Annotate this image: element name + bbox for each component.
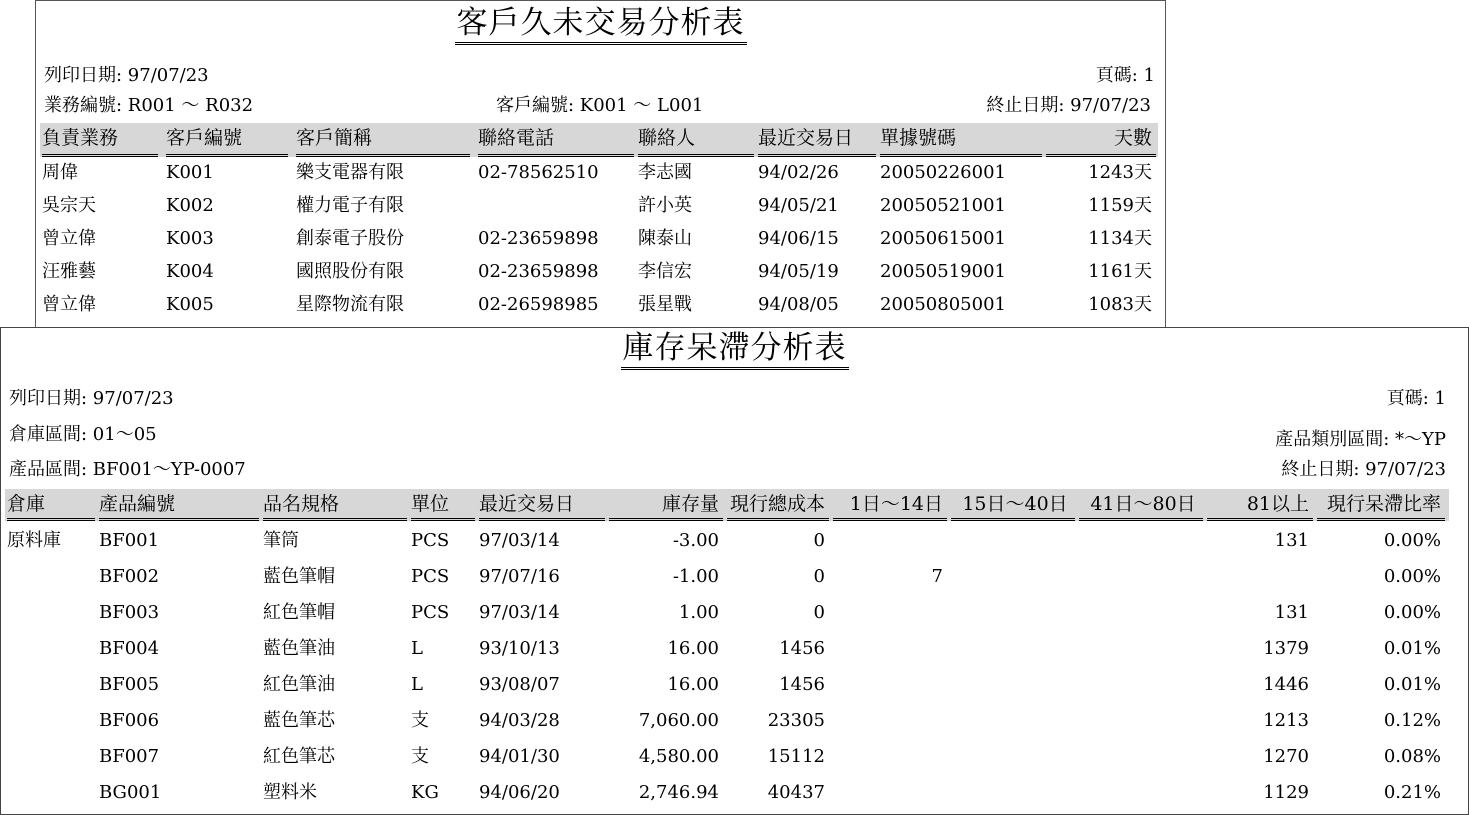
table-cell: BG001 bbox=[99, 782, 162, 803]
table-cell: 吳宗天 bbox=[42, 195, 96, 216]
table-cell: 1083天 bbox=[1088, 294, 1152, 315]
table-cell: 94/05/21 bbox=[758, 195, 839, 216]
table-cell: 20050519001 bbox=[880, 261, 1006, 282]
table-cell: PCS bbox=[411, 530, 450, 551]
table-cell: 原料庫 bbox=[7, 530, 61, 551]
column-header: 1日～14日 bbox=[833, 489, 951, 521]
table-cell: 塑料米 bbox=[263, 782, 317, 803]
column-header: 客戶簡稱 bbox=[296, 123, 474, 157]
table-cell: 1.00 bbox=[678, 602, 719, 623]
table-cell: 93/08/07 bbox=[479, 674, 560, 695]
table-cell: 紅色筆芯 bbox=[263, 746, 335, 767]
table-cell: 93/10/13 bbox=[479, 638, 560, 659]
sales-range: 業務編號: R001 ～ R032 bbox=[44, 95, 254, 116]
table-cell: BF007 bbox=[99, 746, 160, 767]
table-cell: 0.00% bbox=[1383, 530, 1441, 551]
table-cell: 0 bbox=[813, 602, 825, 623]
table-cell: 創泰電子股份 bbox=[296, 228, 404, 249]
table-cell: 曾立偉 bbox=[42, 294, 96, 315]
table-cell: 1159天 bbox=[1088, 195, 1152, 216]
table-cell: BF001 bbox=[99, 530, 160, 551]
table-cell: 紅色筆帽 bbox=[263, 602, 335, 623]
table-cell: 1270 bbox=[1263, 746, 1309, 767]
table-cell: 陳泰山 bbox=[638, 228, 692, 249]
table-cell: 02-23659898 bbox=[478, 261, 599, 282]
table-cell: BF002 bbox=[99, 566, 160, 587]
table-cell: 23305 bbox=[767, 710, 825, 731]
table-cell: 0.21% bbox=[1383, 782, 1441, 803]
table-cell: 131 bbox=[1274, 602, 1309, 623]
table-cell: 1129 bbox=[1263, 782, 1309, 803]
column-header: 81以上 bbox=[1207, 489, 1317, 521]
column-header: 15日～40日 bbox=[951, 489, 1079, 521]
customer-inactivity-report bbox=[35, 0, 1166, 329]
column-header: 單據號碼 bbox=[880, 123, 1046, 157]
table-cell: 0.12% bbox=[1383, 710, 1441, 731]
table-cell: 1243天 bbox=[1088, 162, 1152, 183]
inventory-stagnation-report bbox=[0, 327, 1469, 815]
table-cell: 97/03/14 bbox=[479, 530, 560, 551]
table-cell: BF005 bbox=[99, 674, 160, 695]
table-cell: L bbox=[411, 674, 423, 695]
column-header: 負責業務 bbox=[42, 123, 162, 157]
table-cell: 2,746.94 bbox=[638, 782, 719, 803]
table-cell: 0.00% bbox=[1383, 602, 1441, 623]
table-cell: 20050615001 bbox=[880, 228, 1006, 249]
print-date: 列印日期: 97/07/23 bbox=[9, 388, 174, 409]
table-cell: 97/03/14 bbox=[479, 602, 560, 623]
table-cell: 1161天 bbox=[1088, 261, 1152, 282]
product-range: 產品區間: BF001～YP-0007 bbox=[9, 459, 246, 480]
end-date: 終止日期: 97/07/23 bbox=[986, 95, 1151, 116]
table-cell: 李信宏 bbox=[638, 261, 692, 282]
table-cell: 15112 bbox=[767, 746, 825, 767]
table-cell: 1446 bbox=[1263, 674, 1309, 695]
column-header: 最近交易日 bbox=[758, 123, 880, 157]
table-cell: 94/01/30 bbox=[479, 746, 560, 767]
table-cell: 1134天 bbox=[1088, 228, 1152, 249]
table-cell: BF004 bbox=[99, 638, 160, 659]
table-cell: 1456 bbox=[779, 674, 825, 695]
table-cell: 0 bbox=[813, 566, 825, 587]
customer-range: 客戶編號: K001 ～ L001 bbox=[496, 95, 704, 116]
table-cell: 02-78562510 bbox=[478, 162, 599, 183]
table-cell: 紅色筆油 bbox=[263, 674, 335, 695]
table-cell: 李志國 bbox=[638, 162, 692, 183]
table-cell: 94/02/26 bbox=[758, 162, 839, 183]
table-cell: 94/06/20 bbox=[479, 782, 560, 803]
table-cell: K002 bbox=[166, 195, 214, 216]
table-cell: 40437 bbox=[767, 782, 825, 803]
column-header: 現行呆滯比率 bbox=[1317, 489, 1449, 521]
warehouse-range: 倉庫區間: 01～05 bbox=[9, 424, 157, 445]
page-number: 頁碼: 1 bbox=[1386, 388, 1446, 409]
column-header: 天數 bbox=[1046, 123, 1160, 157]
table-cell: 4,580.00 bbox=[638, 746, 719, 767]
table-cell: 16.00 bbox=[667, 674, 719, 695]
column-header: 庫存量 bbox=[609, 489, 727, 521]
table-cell: 汪雅藝 bbox=[42, 261, 96, 282]
table-cell: L bbox=[411, 638, 423, 659]
table-cell: 0 bbox=[813, 530, 825, 551]
table-cell: PCS bbox=[411, 566, 450, 587]
report-title: 客戶久未交易分析表 bbox=[36, 5, 1165, 45]
table-cell: 94/08/05 bbox=[758, 294, 839, 315]
table-cell: 曾立偉 bbox=[42, 228, 96, 249]
column-header: 品名規格 bbox=[263, 489, 411, 521]
column-header: 41日～80日 bbox=[1079, 489, 1207, 521]
table-cell: 20050226001 bbox=[880, 162, 1006, 183]
column-header: 最近交易日 bbox=[479, 489, 609, 521]
table-cell: 0.01% bbox=[1383, 674, 1441, 695]
table-cell: 許小英 bbox=[638, 195, 692, 216]
table-cell: 支 bbox=[411, 746, 429, 767]
table-cell: 星際物流有限 bbox=[296, 294, 404, 315]
column-header: 倉庫 bbox=[7, 489, 99, 521]
table-cell: K004 bbox=[166, 261, 214, 282]
table-cell: -1.00 bbox=[672, 566, 719, 587]
table-cell: PCS bbox=[411, 602, 450, 623]
table-cell: 131 bbox=[1274, 530, 1309, 551]
table-cell: 支 bbox=[411, 710, 429, 731]
report-title: 庫存呆滯分析表 bbox=[1, 330, 1468, 370]
table-cell: 權力電子有限 bbox=[296, 195, 404, 216]
column-header: 客戶編號 bbox=[166, 123, 292, 157]
table-cell: 16.00 bbox=[667, 638, 719, 659]
table-header bbox=[40, 123, 1158, 157]
table-cell: 1379 bbox=[1263, 638, 1309, 659]
table-cell: 藍色筆芯 bbox=[263, 710, 335, 731]
table-cell: 02-23659898 bbox=[478, 228, 599, 249]
table-cell: 02-26598985 bbox=[478, 294, 599, 315]
table-cell: BF003 bbox=[99, 602, 160, 623]
table-cell: 20050805001 bbox=[880, 294, 1006, 315]
table-cell: 94/03/28 bbox=[479, 710, 560, 731]
column-header: 單位 bbox=[411, 489, 479, 521]
table-cell: 國照股份有限 bbox=[296, 261, 404, 282]
table-cell: K005 bbox=[166, 294, 214, 315]
column-header: 產品編號 bbox=[99, 489, 263, 521]
table-cell: 0.01% bbox=[1383, 638, 1441, 659]
table-cell: 94/05/19 bbox=[758, 261, 839, 282]
column-header: 現行總成本 bbox=[727, 489, 833, 521]
table-cell: 藍色筆帽 bbox=[263, 566, 335, 587]
page-number: 頁碼: 1 bbox=[1095, 65, 1155, 86]
table-cell: 7 bbox=[931, 566, 943, 587]
table-cell: -3.00 bbox=[672, 530, 719, 551]
end-date: 終止日期: 97/07/23 bbox=[1281, 459, 1446, 480]
table-cell: K003 bbox=[166, 228, 214, 249]
table-cell: K001 bbox=[166, 162, 214, 183]
table-cell: 張星戰 bbox=[638, 294, 692, 315]
table-cell: 1213 bbox=[1263, 710, 1309, 731]
table-cell: BF006 bbox=[99, 710, 160, 731]
print-date: 列印日期: 97/07/23 bbox=[44, 65, 209, 86]
table-cell: 筆筒 bbox=[263, 530, 299, 551]
table-cell: 20050521001 bbox=[880, 195, 1006, 216]
table-cell: 0.08% bbox=[1383, 746, 1441, 767]
table-cell: 94/06/15 bbox=[758, 228, 839, 249]
column-header: 聯絡人 bbox=[638, 123, 758, 157]
table-header bbox=[5, 489, 1449, 521]
table-cell: 樂支電器有限 bbox=[296, 162, 404, 183]
table-cell: 1456 bbox=[779, 638, 825, 659]
table-cell: 周偉 bbox=[42, 162, 78, 183]
table-cell: KG bbox=[411, 782, 439, 803]
category-range: 產品類別區間: *～YP bbox=[1275, 429, 1446, 450]
table-cell: 藍色筆油 bbox=[263, 638, 335, 659]
column-header: 聯絡電話 bbox=[478, 123, 638, 157]
table-cell: 97/07/16 bbox=[479, 566, 560, 587]
table-cell: 7,060.00 bbox=[638, 710, 719, 731]
table-cell: 0.00% bbox=[1383, 566, 1441, 587]
